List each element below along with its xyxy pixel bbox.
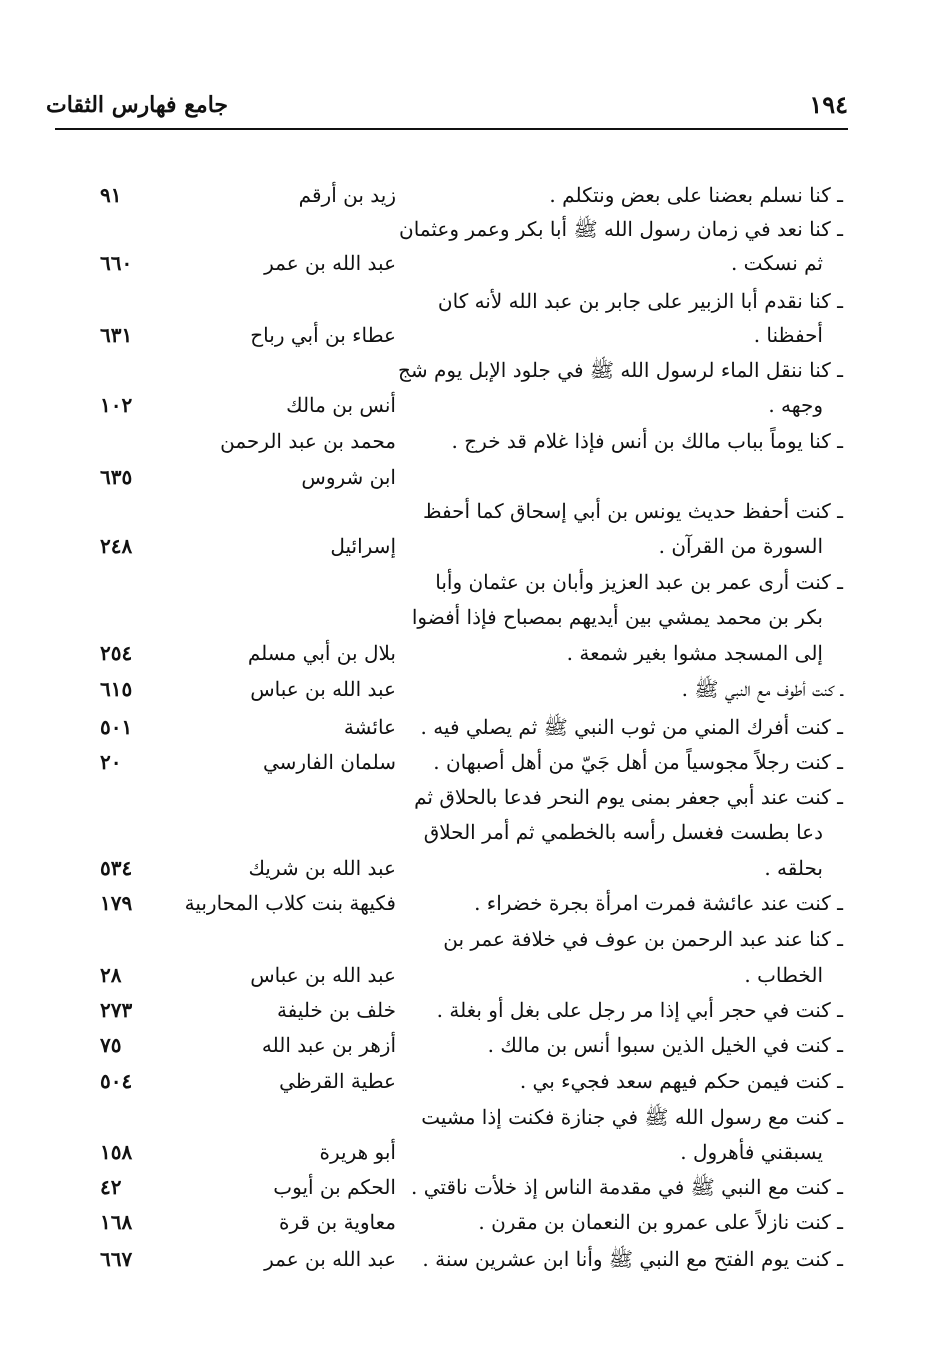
hadith-text-line: بكر بن محمد يمشي بين أيديهم بمصباح فإذا أفضوا <box>411 605 823 629</box>
hadith-text-line: ـ كنت نازلاً على عمرو بن النعمان بن مقرن . <box>478 1210 843 1234</box>
hadith-text-line: ـ كنا ننقل الماء لرسول الله ﷺ في جلود الإبل يوم شج <box>398 358 843 382</box>
reference-number: ٦٦٧ <box>100 1247 133 1271</box>
hadith-text-line: ـ كنت مع النبي ﷺ في مقدمة الناس إذ خلأت ناقتي . <box>411 1175 843 1199</box>
reference-number: ٥٠٤ <box>100 1069 133 1093</box>
hadith-text-line: إلى المسجد مشوا بغير شمعة . <box>566 641 823 665</box>
page-number: ١٩٤ <box>809 90 848 119</box>
hadith-text-line: أحفظنا . <box>753 323 823 347</box>
hadith-text-line: ـ كنا نسلم بعضنا على بعض ونتكلم . <box>549 183 843 207</box>
narrator-name: زيد بن أرقم <box>298 183 396 207</box>
hadith-text-line: ـ كنت أحفظ حديث يونس بن أبي إسحاق كما أحفظ <box>423 499 843 523</box>
reference-number: ٦٣٥ <box>100 465 133 489</box>
narrator-name: عبد الله بن عمر <box>264 1247 396 1271</box>
hadith-text-line: الخطاب . <box>744 963 823 987</box>
hadith-text-line: ـ كنا عند عبد الرحمن بن عوف في خلافة عمر بن <box>443 927 843 951</box>
reference-number: ٦٣١ <box>100 323 133 347</box>
hadith-text-line: ـ كنت في الخيل الذين سبوا أنس بن مالك . <box>487 1033 843 1057</box>
narrator-name: معاوية بن قرة <box>279 1210 396 1234</box>
narrator-name: أنس بن مالك <box>286 393 396 417</box>
hadith-text-line: ـ كنت يوم الفتح مع النبي ﷺ وأنا ابن عشرين سنة . <box>422 1247 843 1271</box>
reference-number: ٥٣٤ <box>100 856 133 880</box>
narrator-name: عبد الله بن عباس <box>250 677 396 701</box>
hadith-text-line: ـ كنت فيمن حكم فيهم سعد فجيء بي . <box>519 1069 843 1093</box>
narrator-name: أبو هريرة <box>319 1140 396 1164</box>
narrator-name: فكيهة بنت كلاب المحاربية <box>184 891 396 915</box>
hadith-text-line: ـ كنت في حجر أبي إذا مر رجل على بغل أو بغلة . <box>436 998 843 1022</box>
hadith-text-line: ـ كنت عند عائشة فمرت امرأة بجرة خضراء . <box>474 891 843 915</box>
hadith-text-line: ـ كنا نعد في زمان رسول الله ﷺ أبا بكر وعمر وعثمان <box>399 217 843 241</box>
hadith-text-line: ـ كنا نقدم أبا الزبير على جابر بن عبد الله لأنه كان <box>437 289 843 313</box>
reference-number: ٩١ <box>100 183 122 207</box>
reference-number: ٢٠ <box>100 750 122 774</box>
narrator-name: عبد الله بن عمر <box>264 251 396 275</box>
reference-number: ٢٤٨ <box>100 534 133 558</box>
hadith-text-line: ـ كنت أرى عمر بن عبد العزيز وأبان بن عثمان وأبا <box>435 570 843 594</box>
hadith-text-line: ـ كنت أفرك المني من ثوب النبي ﷺ ثم يصلي فيه . <box>420 715 843 739</box>
hadith-text-line: دعا بطست فغسل رأسه بالخطمي ثم أمر الحلاق <box>423 820 823 844</box>
hadith-text-line: ثم نسكت . <box>730 251 823 275</box>
narrator-name: عطاء بن أبي رباح <box>250 323 396 347</box>
reference-number: ٧٥ <box>100 1033 122 1057</box>
hadith-text-line: وجهه . <box>768 393 823 417</box>
reference-number: ١٥٨ <box>100 1140 133 1164</box>
hadith-text-line: ـ كنت رجلاً مجوسياً من أهل جَيّ من أهل أصبهان . <box>433 750 843 774</box>
narrator-name: سلمان الفارسي <box>262 750 396 774</box>
reference-number: ٢٧٣ <box>100 998 133 1022</box>
narrator-name: الحكم بن أيوب <box>273 1175 396 1199</box>
reference-number: ٥٠١ <box>100 715 133 739</box>
reference-number: ٤٢ <box>100 1175 122 1199</box>
reference-number: ٦١٥ <box>100 677 133 701</box>
reference-number: ١٦٨ <box>100 1210 133 1234</box>
narrator-name: خلف بن خليفة <box>276 998 396 1022</box>
narrator-name: عبد الله بن عباس <box>250 963 396 987</box>
hadith-text-line: يسبقني فأهرول . <box>680 1140 823 1164</box>
hadith-text-line: السورة من القرآن . <box>658 534 823 558</box>
narrator-name: أزهر بن عبد الله <box>261 1033 396 1057</box>
reference-number: ١٠٢ <box>100 393 133 417</box>
narrator-name: ابن شروس <box>301 465 396 489</box>
reference-number: ١٧٩ <box>100 891 133 915</box>
reference-number: ٢٥٤ <box>100 641 133 665</box>
hadith-text-line: ـ كنت أطوف مع النبي ﷺ . <box>681 677 843 701</box>
narrator-name: إسرائيل <box>330 534 396 558</box>
hadith-text-line: ـ كنت مع رسول الله ﷺ في جنازة فكنت إذا مشيت <box>421 1105 843 1129</box>
reference-number: ٢٨ <box>100 963 122 987</box>
hadith-text-line: بحلقه . <box>764 856 823 880</box>
narrator-name: عبد الله بن شريك <box>248 856 396 880</box>
reference-number: ٦٦٠ <box>100 251 133 275</box>
narrator-name: عائشة <box>343 715 396 739</box>
hadith-text-line: ـ كنت عند أبي جعفر بمنى يوم النحر فدعا بالحلاق ثم <box>414 785 843 809</box>
hadith-text-line: ـ كنا يوماً بباب مالك بن أنس فإذا غلام قد خرج . <box>451 429 843 453</box>
narrator-name: عطية القرظي <box>279 1069 396 1093</box>
narrator-name: بلال بن أبي مسلم <box>247 641 396 665</box>
running-title: جامع فهارس الثقات <box>46 92 228 118</box>
narrator-name: محمد بن عبد الرحمن <box>220 429 396 453</box>
